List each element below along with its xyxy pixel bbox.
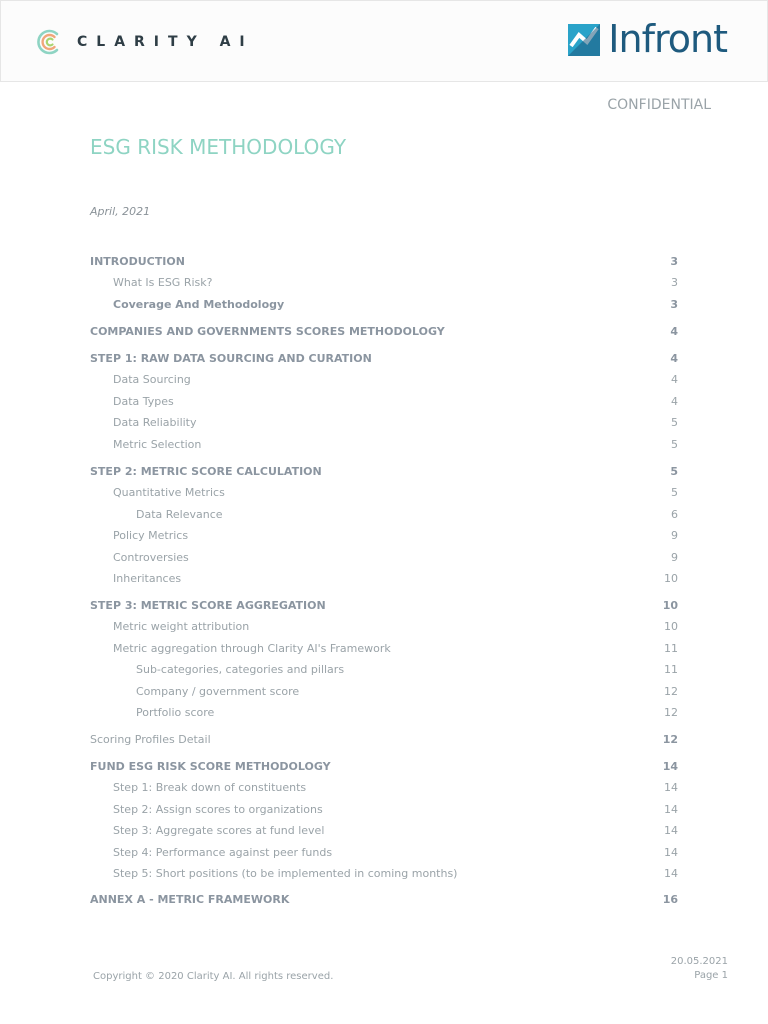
toc-entry[interactable] [90,505,678,523]
toc-entry-page: 12 [664,684,678,698]
toc-entry[interactable] [90,413,678,431]
toc-entry-label: Quantitative Metrics [113,485,225,499]
toc-entry-page: 11 [664,641,678,655]
toc-entry-page: 10 [664,571,678,585]
toc-entry[interactable] [90,349,678,367]
toc-entry-page: 4 [671,394,678,408]
page-header [0,0,768,82]
toc-entry-label: Policy Metrics [113,528,189,542]
toc-entry-label: Data Types [113,394,174,408]
document-title: ESG RISK METHODOLOGY [90,135,347,159]
toc-entry[interactable] [90,890,678,908]
toc-entry[interactable] [90,483,678,501]
toc-entry-label: STEP 2: METRIC SCORE CALCULATION [90,464,322,478]
toc-entry[interactable] [90,596,678,614]
toc-entry-label: COMPANIES AND GOVERNMENTS SCORES METHODOLOGY [90,324,445,338]
toc-entry-label: Controversies [113,550,189,564]
footer-meta [671,955,728,983]
toc-entry-page: 14 [662,759,678,773]
toc-entry-label: STEP 3: METRIC SCORE AGGREGATION [90,598,326,612]
toc-entry-page: 3 [671,275,678,289]
toc-entry-label: Data Relevance [136,507,223,521]
toc-entry[interactable] [90,660,678,678]
toc-entry-page: 14 [664,780,678,794]
toc-entry[interactable] [90,864,678,882]
toc-entry-page: 16 [662,892,678,906]
toc-entry-label: FUND ESG RISK SCORE METHODOLOGY [90,759,331,773]
toc-entry-page: 9 [671,528,678,542]
toc-entry-page: 4 [670,351,678,365]
toc-entry[interactable] [90,730,678,748]
toc-entry-label: Scoring Profiles Detail [90,732,211,746]
toc-entry[interactable] [90,370,678,388]
toc-entry[interactable] [90,682,678,700]
toc-entry[interactable] [90,273,678,291]
toc-entry-label: Step 2: Assign scores to organizations [113,802,323,816]
toc-entry-label: Portfolio score [136,705,215,719]
toc-entry-page: 5 [671,437,678,451]
toc-entry-label: STEP 1: RAW DATA SOURCING AND CURATION [90,351,372,365]
toc-entry-page: 6 [671,507,678,521]
toc-entry[interactable] [90,526,678,544]
toc-entry-page: 10 [664,619,678,633]
toc-entry-page: 5 [671,485,678,499]
toc-entry-label: Step 4: Performance against peer funds [113,845,333,859]
toc-entry-label: Metric weight attribution [113,619,250,633]
toc-entry-label: Company / government score [136,684,300,698]
toc-entry-label: Step 1: Break down of constituents [113,780,307,794]
toc-entry[interactable] [90,252,678,270]
infront-logo-icon [568,22,602,56]
toc-entry[interactable] [90,703,678,721]
toc-entry[interactable] [90,548,678,566]
toc-entry-label: Sub-categories, categories and pillars [136,662,345,676]
document-date: April, 2021 [90,205,151,218]
toc-entry-page: 11 [664,662,678,676]
toc-entry-page: 14 [664,866,678,880]
toc-entry[interactable] [90,435,678,453]
footer-date: 20.05.2021 [670,956,728,967]
toc-entry[interactable] [90,800,678,818]
toc-entry[interactable] [90,295,678,313]
toc-entry-label: Data Reliability [113,415,197,429]
toc-entry-page: 14 [664,823,678,837]
infront-wordmark: Infront [608,17,727,61]
toc-entry[interactable] [90,322,678,340]
toc-entry-page: 4 [670,324,678,338]
toc-entry[interactable] [90,462,678,480]
toc-entry-label: Metric aggregation through Clarity AI's Framework [113,641,391,655]
toc-entry-page: 14 [664,802,678,816]
confidential-label: CONFIDENTIAL [607,97,711,113]
toc-entry-label: Data Sourcing [113,372,191,386]
toc-entry-page: 12 [662,732,678,746]
footer-copyright: Copyright © 2020 Clarity AI. All rights reserved. [93,971,334,982]
toc-entry-label: What Is ESG Risk? [113,275,213,289]
clarity-ai-wordmark: CLARITY AI [77,34,254,50]
toc-entry-label: ANNEX A - METRIC FRAMEWORK [90,892,290,906]
toc-entry-page: 5 [670,464,678,478]
toc-entry-label: Step 3: Aggregate scores at fund level [113,823,325,837]
toc-entry-label: Inheritances [113,571,182,585]
toc-entry[interactable] [90,821,678,839]
infront-logo [568,19,727,59]
toc-entry-label: Step 5: Short positions (to be implemented in coming months) [113,866,458,880]
footer-page-number: Page 1 [694,970,728,981]
toc-entry[interactable] [90,639,678,657]
toc-entry[interactable] [90,757,678,775]
clarity-ai-logo [37,29,254,55]
toc-entry-page: 12 [664,705,678,719]
toc-entry-page: 3 [670,297,678,311]
toc-entry-page: 14 [664,845,678,859]
toc-entry[interactable] [90,617,678,635]
toc-entry-label: INTRODUCTION [90,254,185,268]
toc-entry-page: 10 [662,598,678,612]
toc-entry-label: Metric Selection [113,437,202,451]
toc-entry[interactable] [90,569,678,587]
toc-entry-label: Coverage And Methodology [113,297,285,311]
toc-entry[interactable] [90,843,678,861]
toc-entry-page: 4 [671,372,678,386]
toc-entry-page: 3 [670,254,678,268]
toc-entry-page: 9 [671,550,678,564]
toc-entry-page: 5 [671,415,678,429]
toc-entry[interactable] [90,778,678,796]
clarity-ai-logo-icon [37,29,63,55]
toc-entry[interactable] [90,392,678,410]
